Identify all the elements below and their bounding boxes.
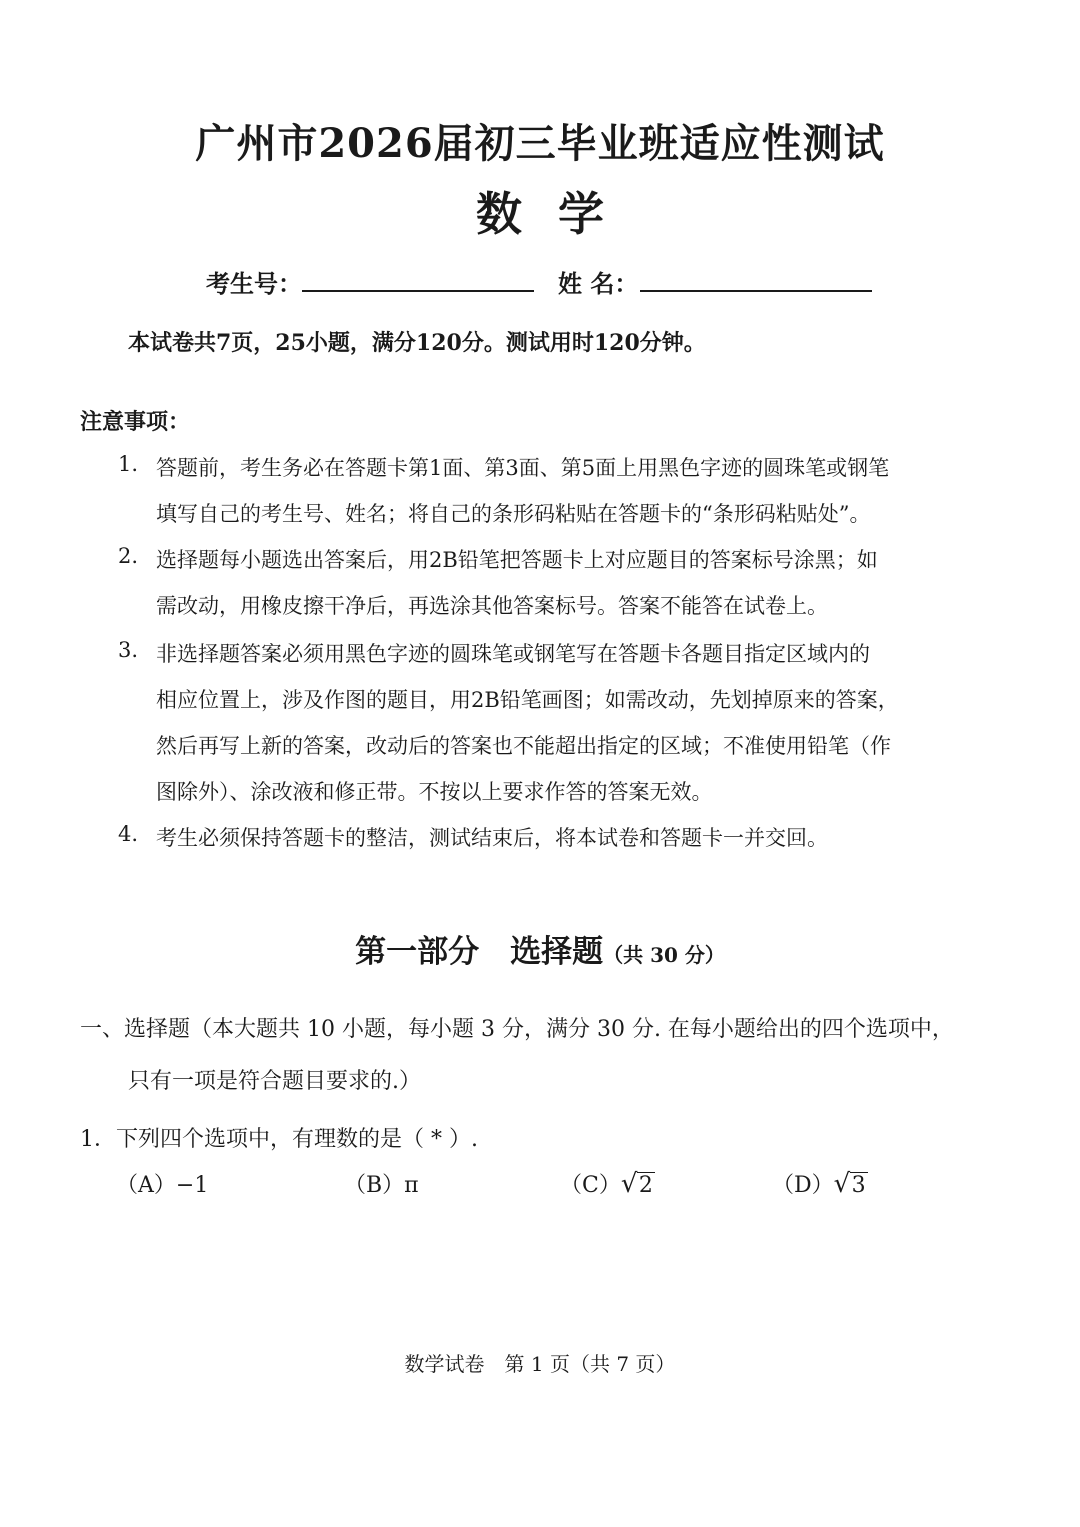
note-line: 选择题每小题选出答案后，用2B铅笔把答题卡上对应题目的答案标号涂黑；如 [156,548,878,572]
radical-sign: √ [833,1169,851,1199]
page-footer: 数学试卷 第 1 页（共 7 页） [404,1352,676,1376]
note-line: 非选择题答案必须用黑色字迹的圆珠笔或钢笔写在答题卡各题目指定区域内的 [156,642,870,666]
radical-sign: √ [620,1169,638,1199]
option-c [560,1168,655,1199]
option-b [344,1168,419,1199]
section-instructions: 一、选择题（本大题共 10 小题，每小题 3 分，满分 30 分. 在每小题给出的四个选项中， [80,1017,954,1042]
note-line: 然后再写上新的答案，改动后的答案也不能超出指定的区域；不准使用铅笔（作 [156,734,891,758]
sqrt-expression [833,1169,868,1199]
exam-number-label: 考生号： [206,269,302,298]
note-line: 填写自己的考生号、姓名；将自己的条形码粘贴在答题卡的“条形码粘贴处”。 [156,502,871,526]
option-value: −1 [175,1173,209,1198]
part-score: （共 30 分） [603,943,725,967]
option-value: 3 [851,1173,866,1198]
note-line: 答题前，考生务必在答题卡第1面、第3面、第5面上用黑色字迹的圆珠笔或钢笔 [156,456,890,480]
note-line: 需改动，用橡皮擦干净后，再选涂其他答案标号。答案不能答在试卷上。 [156,594,828,618]
option-label: （B） [344,1173,405,1198]
note-number: 1. [118,452,139,476]
part-heading [0,926,1080,971]
option-value: 2 [638,1173,653,1198]
option-label: （A） [116,1173,176,1198]
note-number: 3. [118,638,139,662]
note-number: 4. [118,822,139,846]
section-instructions-cont: 只有一项是符合题目要求的.） [128,1069,421,1094]
note-number: 2. [118,544,139,568]
exam-number-blank [302,290,534,292]
option-d [772,1168,868,1199]
subject-title: 数学 [476,187,640,241]
question-1-stem: 1．下列四个选项中，有理数的是（ * ）. [80,1127,478,1152]
option-a [116,1168,208,1199]
note-line: 图除外）、涂改液和修正带。不按以上要求作答的答案无效。 [156,780,713,804]
sqrt-expression [620,1169,655,1199]
exam-title: 广州市2026届初三毕业班适应性测试 [195,120,885,167]
notes-heading: 注意事项： [80,409,191,435]
exam-info: 本试卷共7页，25小题，满分120分。测试用时120分钟。 [128,330,706,356]
name-blank [640,290,872,292]
option-label: （C） [560,1173,621,1198]
part-title: 第一部分 选择题 [355,934,604,970]
note-line: 考生必须保持答题卡的整洁，测试结束后，将本试卷和答题卡一并交回。 [156,826,828,850]
option-label: （D） [772,1173,834,1198]
option-value: π [404,1173,419,1198]
name-label: 姓 名： [558,269,639,298]
note-line: 相应位置上，涉及作图的题目，用2B铅笔画图；如需改动，先划掉原来的答案， [156,688,899,712]
